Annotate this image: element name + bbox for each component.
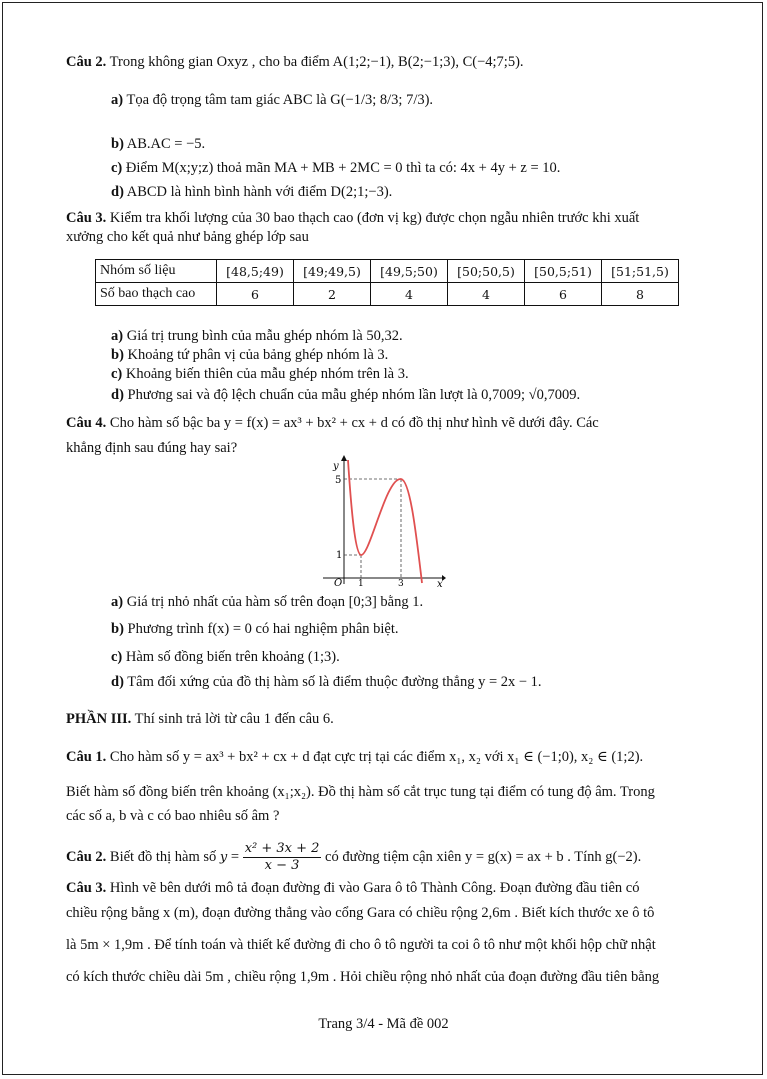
- table-row: [96, 283, 679, 306]
- q3-option-a: a) Giá trị trung bình của mẫu ghép nhóm là 50,32.: [111, 328, 403, 344]
- count-cell: 8: [602, 283, 679, 306]
- part3-heading: PHẦN III. Thí sinh trả lời từ câu 1 đến câu 6.: [66, 711, 334, 727]
- q4-option-a: a) Giá trị nhỏ nhất của hàm số trên đoạn [0;3] bằng 1.: [111, 594, 424, 610]
- group-cell: [49,5;50): [371, 260, 448, 283]
- group-cell: [51;51,5): [602, 260, 679, 283]
- table-header-cell: Số bao thạch cao: [96, 283, 217, 306]
- q2-title: Câu 2.: [66, 54, 107, 70]
- q2-stem: Câu 2. Trong không gian Oxyz , cho ba điểm A(1;2;−1), B(2;−1;3), C(−4;7;5).: [66, 54, 524, 70]
- fraction-numerator: x² + 3x + 2: [244, 841, 320, 856]
- q2-option-d: d) ABCD là hình bình hành với điểm D(2;1;−3).: [111, 184, 393, 200]
- page-footer: Trang 3/4 - Mã đề 002: [318, 1016, 449, 1032]
- p3q1-line1: Câu 1. Cho hàm số y = ax³ + bx² + cx + d đạt cực trị tại các điểm x₁, x₂ với x₁ ∈ (−1;0), x₂ ∈ (1;2).: [66, 749, 644, 765]
- q4-stem-line2: khẳng định sau đúng hay sai?: [66, 440, 238, 456]
- p3q1-line2: Biết hàm số đồng biến trên khoảng (x₁;x₂). Đồ thị hàm số cắt trục tung tại điểm có tung độ âm. Trong: [66, 784, 655, 800]
- count-cell: 6: [217, 283, 294, 306]
- q4-option-c: c) Hàm số đồng biến trên khoảng (1;3).: [111, 649, 340, 665]
- q4-option-b: b) Phương trình f(x) = 0 có hai nghiệm phân biệt.: [111, 621, 399, 637]
- p3q2-title: Câu 2.: [66, 848, 107, 865]
- q3-option-d: d) Phương sai và độ lệch chuẩn của mẫu ghép nhóm lần lượt là 0,7009; √0,7009.: [111, 387, 581, 403]
- q3-stem-line1: Câu 3. Kiểm tra khối lượng của 30 bao thạch cao (đơn vị kg) được chọn ngẫu nhiên trước khi xuất: [66, 210, 640, 226]
- p3q3-line3: là 5m × 1,9m . Để tính toán và thiết kế đường đi cho ô tô người ta coi ô tô như một khối hộp chữ nhật: [66, 937, 656, 953]
- q4-option-d: d) Tâm đối xứng của đồ thị hàm số là điểm thuộc đường thẳng y = 2x − 1.: [111, 674, 542, 690]
- y-tick-5: 5: [335, 475, 342, 486]
- q3-option-b: b) Khoảng tứ phân vị của bảng ghép nhóm là 3.: [111, 347, 389, 363]
- fraction: [243, 841, 322, 874]
- p3q2-line: Câu 2. Biết đồ thị hàm số y = $\frac{\text{x² + 3x + 2}}{x - 3}$ có đường tiệm cận xiên y = g(x) = ax + b . Tính g(−2).: [66, 841, 642, 873]
- q2-option-b: b) AB.AC = −5.: [111, 136, 206, 152]
- q4-title: Câu 4.: [66, 415, 107, 431]
- origin-label: O: [334, 578, 343, 588]
- q3-title: Câu 3.: [66, 210, 107, 226]
- x-tick-3: 3: [398, 579, 404, 588]
- q4-stem-line1: Câu 4. Cho hàm số bậc ba y = f(x) = ax³ + bx² + cx + d có đồ thị như hình vẽ dưới đây. Các: [66, 415, 599, 431]
- count-cell: 2: [294, 283, 371, 306]
- p3q3-line1: Câu 3. Hình vẽ bên dưới mô tả đoạn đường đi vào Gara ô tô Thành Công. Đoạn đường đầu tiên có: [66, 880, 640, 896]
- p3q3-line4: có kích thước chiều dài 5m , chiều rộng 1,9m . Hỏi chiều rộng nhỏ nhất của đoạn đường đầu tiên bằng: [66, 969, 660, 985]
- y-tick-1: 1: [336, 550, 343, 561]
- group-cell: [49;49,5): [294, 260, 371, 283]
- table-header-cell: Nhóm số liệu: [96, 260, 217, 283]
- cubic-function-graph: [318, 452, 446, 588]
- function-curve: [348, 460, 422, 583]
- x-tick-1: 1: [358, 579, 364, 588]
- group-cell: [50,5;51): [525, 260, 602, 283]
- group-cell: [48,5;49): [217, 260, 294, 283]
- grouped-data-table: [95, 259, 679, 306]
- table-row: [96, 260, 679, 283]
- q3-stem-line2: xưởng cho kết quả như bảng ghép lớp sau: [66, 229, 309, 245]
- p3q1-line3: các số a, b và c có bao nhiêu số âm ?: [66, 808, 280, 824]
- y-axis-label: y: [333, 461, 339, 472]
- fraction-denominator: x − 3: [264, 858, 300, 873]
- count-cell: 4: [448, 283, 525, 306]
- count-cell: 4: [371, 283, 448, 306]
- count-cell: 6: [525, 283, 602, 306]
- x-axis-label: x: [437, 579, 443, 588]
- p3q3-title: Câu 3.: [66, 880, 107, 896]
- y-axis-arrow: [341, 455, 347, 461]
- group-cell: [50;50,5): [448, 260, 525, 283]
- p3q3-line2: chiều rộng bằng x (m), đoạn đường thẳng vào cổng Gara có chiều rộng 2,6m . Biết kích thước xe ô tô: [66, 905, 655, 921]
- q2-option-c: c) Điểm M(x;y;z) thoả mãn MA + MB + 2MC = 0 thì ta có: 4x + 4y + z = 10.: [111, 160, 561, 176]
- q2-option-a: a) Tọa độ trọng tâm tam giác ABC là G(−1/3; 8/3; 7/3).: [111, 92, 434, 108]
- p3q1-title: Câu 1.: [66, 749, 107, 765]
- q3-option-c: c) Khoảng biến thiên của mẫu ghép nhóm trên là 3.: [111, 366, 409, 382]
